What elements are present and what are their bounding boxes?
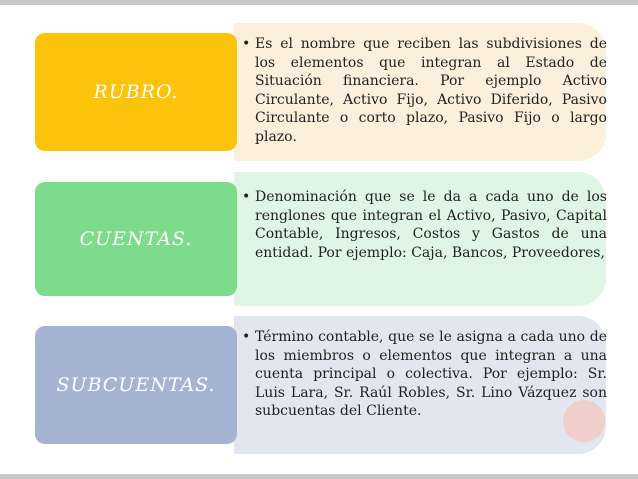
top-border [0,0,638,5]
label-box-rubro [35,33,237,151]
label-text: RUBRO. [93,81,179,103]
description-body: Es el nombre que reciben las subdivisiones de los elementos que integran al Estado de Situación financiera. Por ejemplo Activo Circulante, Activo Fijo, Activo Diferido, Pasivo Circulante o corto plazo, Pasivo Fijo o largo plazo. [255,36,607,145]
label-text: SUBCUENTAS. [56,374,216,396]
label-text: CUENTAS. [79,228,193,250]
label-box-cuentas [35,182,237,296]
description-text [242,328,607,421]
bullet-icon: • [242,189,251,205]
description-text [242,35,607,146]
decorative-circle [563,400,605,442]
description-text [242,188,607,262]
diagram-row-cuentas [0,172,638,306]
diagram-row-subcuentas [0,316,638,454]
description-body: Término contable, que se le asigna a cada uno de los miembros o elementos que integran a una cuenta principal o colectiva. Por ejemplo: Sr. Luis Lara, Sr. Raúl Robles, Sr. Lino Vázquez son subcuentas del Cliente. [255,329,607,419]
diagram-row-rubro [0,23,638,161]
bullet-icon: • [242,329,251,345]
bottom-border [0,474,638,479]
label-box-subcuentas [35,326,237,444]
bullet-icon: • [242,36,251,52]
description-body: Denominación que se le da a cada uno de los renglones que integran el Activo, Pasivo, Capital Contable, Ingresos, Costos y Gastos de una entidad. Por ejemplo: Caja, Bancos, Proveedores, [255,189,607,261]
